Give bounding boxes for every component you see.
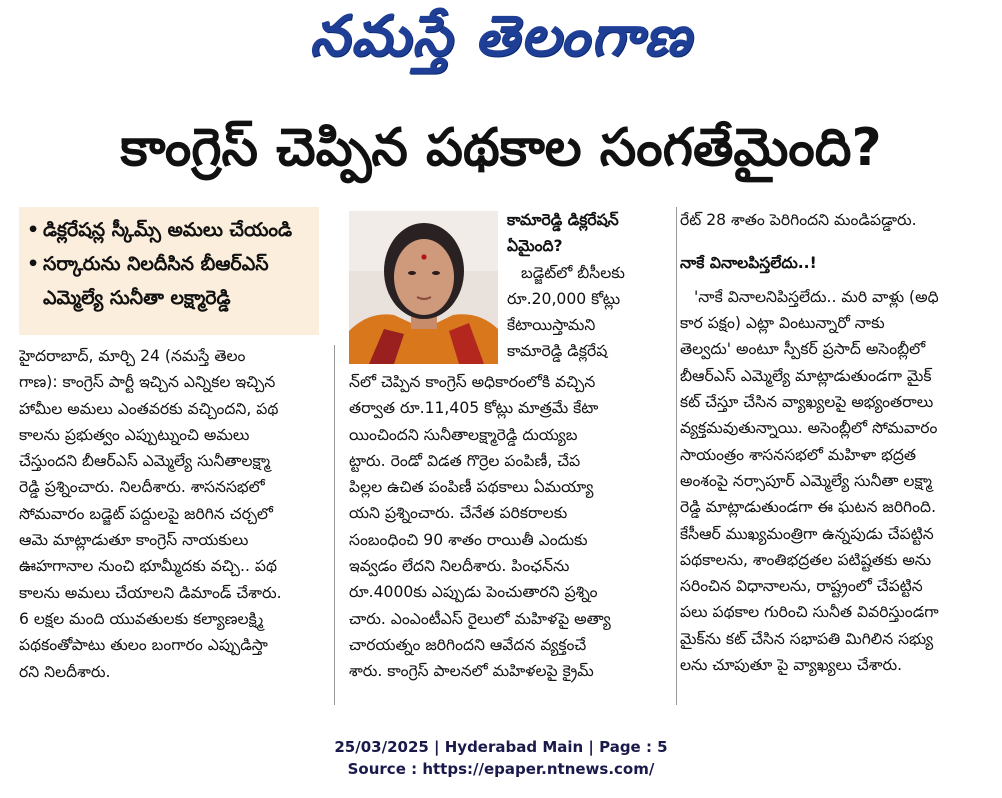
text-line: ఊహగానాల నుంచి భూమ్మీదకు వచ్చి.. పథ <box>19 557 277 576</box>
text-line: అంశంపై నర్సాపూర్ ఎమ్మెల్యే సునీతా లక్ష్మా <box>680 471 932 490</box>
footer-date-edition: 25/03/2025 | Hyderabad Main | Page : 5 <box>334 738 668 756</box>
text-line: పలు పథకాల గురించి సునీత వివరిస్తుండగా <box>680 603 939 622</box>
portrait-illustration <box>349 211 498 364</box>
text-line: యని ప్రశ్నించారు. చేనేత పరికరాలకు <box>349 504 568 523</box>
text-line: చేస్తుందని బీఆర్ఎస్ ఎమ్మెల్యే సునీతాలక్ష్మా <box>19 452 270 471</box>
article-column-1 <box>19 343 321 685</box>
portrait-photo <box>349 211 498 364</box>
text-line: రని నిలదీశారు. <box>19 662 111 681</box>
text-line: యించిందని సునీతాలక్ష్మారెడ్డి దుయ్యబ <box>349 425 578 444</box>
text-line: తర్వాత రూ.11,405 కోట్లు మాత్రమే కేటా <box>349 399 599 418</box>
highlight-item-continued: ఎమ్మెల్యే సునీతా లక్ష్మారెడ్డి <box>43 287 231 309</box>
text-line: కట్ చేస్తూ చేసిన వ్యాఖ్యలపై అభ్యంతరాలు <box>680 393 934 412</box>
text-line: సరించిన విధానాలను, రాష్ట్రంలో చేపట్టిన <box>680 577 923 596</box>
text-line: హామీల అమలు ఎంతవరకు వచ్చిందని, పథ <box>19 399 279 418</box>
subheading: కామారెడ్డి డిక్లరేషన్ <box>507 211 619 229</box>
text-line: పిల్లల ఉచిత పంపిణీ పథకాలు ఏమయ్యా <box>349 478 594 497</box>
text-line: పథకాలను, శాంతిభద్రతల పటిష్టతకు అను <box>680 550 932 569</box>
text-line: కాలను అమలు చేయాలని డిమాండ్ చేశారు. <box>19 583 282 602</box>
text-line: ఆమె మాట్లాడుతూ కాంగ్రెస్ నాయకులు <box>19 531 249 550</box>
text-line: కాలను ప్రభుత్వం ఎప్పుట్నుంచి అమలు <box>19 425 250 444</box>
text-line: 6 లక్షల మంది యువతులకు కల్యాణలక్ష్మి <box>19 609 264 628</box>
text-line: రెడ్డి మాట్లాడుతుండగా ఈ ఘటన జరిగింది. <box>680 498 937 517</box>
text-line: న్‌లో చెప్పిన కాంగ్రెస్ అధికారంలోకి వచ్చిన <box>349 373 596 391</box>
column-divider <box>334 345 335 705</box>
text-line: రెడ్డి ప్రశ్నించారు. నిలదీశారు. శాసనసభలో <box>19 478 265 497</box>
text-line: సంబంధించి 90 శాతం రాయితీ ఎందుకు <box>349 530 588 549</box>
column-divider <box>676 207 677 705</box>
masthead-logo <box>0 4 1002 83</box>
text-line: రూ.4000కు ఎప్పుడు పెంచుతారని ప్రశ్నిం <box>349 583 598 602</box>
article-column-2 <box>349 369 673 685</box>
text-line: గాణ): కాంగ్రెస్ పార్టీ ఇచ్చిన ఎన్నికల ఇచ్చిన <box>19 373 276 392</box>
article-column-2-top <box>507 207 673 365</box>
text-line: శారు. కాంగ్రెస్ పాలనలో మహిళలపై క్రైమ్ <box>349 662 594 681</box>
highlight-item: • డిక్లరేషన్ల స్కీమ్స్ అమలు చేయండి <box>27 213 311 247</box>
text-line: కామారెడ్డి డిక్లరేష <box>507 342 608 361</box>
article-column-3 <box>680 207 983 678</box>
text-line: హైదరాబాద్, మార్చి 24 (నమస్తే తెలం <box>19 347 246 365</box>
text-line: చారు. ఎంఎంటీఎస్ రైలులో మహిళపై అత్యా <box>349 609 611 628</box>
headline: కాంగ్రెస్ చెప్పిన పథకాల సంగతేమైంది? <box>120 118 882 178</box>
text-line: బీఆర్ఎస్ ఎమ్మెల్యే మాట్లాడుతుండగా మైక్ <box>680 366 932 385</box>
text-line: తెల్వదు' అంటూ స్పీకర్ ప్రసాద్ అసెంబ్లీలో <box>680 340 926 359</box>
text-line: కేసీఆర్ ముఖ్యమంత్రిగా ఉన్నపుడు చేపట్టిన <box>680 524 934 543</box>
text-line: 'నాకే వినాలనిపిస్తలేదు.. మరి వాళ్లు (అధి <box>694 287 939 306</box>
text-line: కార పక్షం) ఎట్లా వింటున్నారో నాకు <box>680 314 885 333</box>
text-line: బడ్జెట్‌లో బీసీలకు <box>521 263 625 282</box>
text-line: సోమవారం బడ్జెట్ పద్దులపై జరిగిన చర్చలో <box>19 504 273 523</box>
footer-source: Source : https://epaper.ntnews.com/ <box>347 760 655 778</box>
text-line: రేట్ 28 శాతం పెరిగిందని మండిపడ్డారు. <box>680 211 917 229</box>
highlight-box <box>19 207 319 335</box>
text-line: సాయంత్రం శాసనసభలో మహిళా భద్రత <box>680 445 916 464</box>
subheading: నాకే వినాలపిస్తలేదు..! <box>680 253 817 272</box>
text-line: వ్యక్తమవుతున్నాయి. అసెంబ్లీలో సోమవారం <box>680 419 938 438</box>
masthead-text: నమస్తే తెలంగాణ <box>309 4 693 69</box>
text-line: కేటాయిస్తామని <box>507 316 596 335</box>
highlight-item: • సర్కారును నిలదీసిన బీఆర్ఎస్ <box>27 247 311 281</box>
text-line: పథకంతోపాటు తులం బంగారం ఎప్పుడిస్తా <box>19 636 268 655</box>
text-line: ట్టారు. రెండో విడత గొర్రెల పంపిణీ, చేప <box>349 451 581 470</box>
spacer <box>680 276 983 284</box>
text-line: మైక్‌ను కట్ చేసిన సభాపతి మిగిలిన సభ్యు <box>680 629 934 648</box>
text-line: ఇవ్వడం లేదని నిలదీశారు. పింఛన్‌ను <box>349 557 570 576</box>
text-line: లను చూపుతూ పై వ్యాఖ్యలు చేశారు. <box>680 656 903 675</box>
subheading: ఏమైంది? <box>507 237 563 256</box>
text-line: రూ.20,000 కోట్లు <box>507 289 621 308</box>
text-line: చారయత్నం జరిగిందని ఆవేదన వ్యక్తంచే <box>349 635 587 654</box>
